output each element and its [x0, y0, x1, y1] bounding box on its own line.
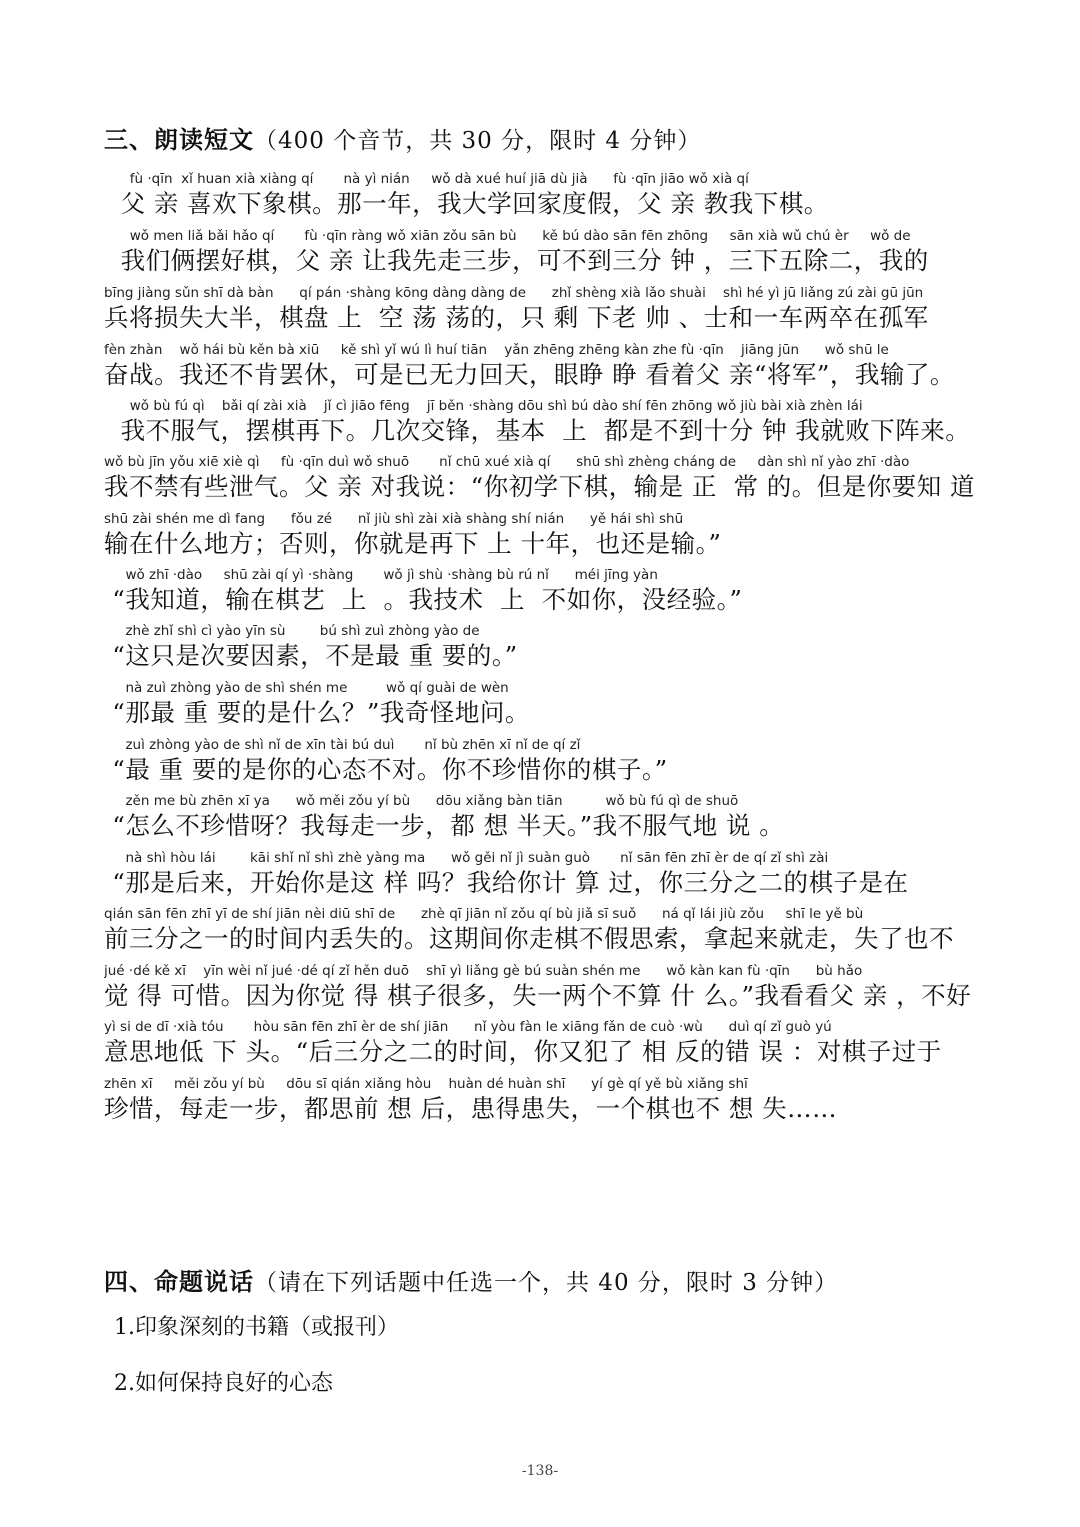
- hanzi-row: 我不服气，摆棋再下。几次交锋，基本 上 都是不到十分 钟 我就败下阵来。: [104, 416, 971, 445]
- pinyin-row: fù ·qīn xǐ huan xià xiàng qí nà yì nián wǒ dà xué huí jiā dù jià fù ·qīn jiāo wǒ xià qí: [104, 171, 749, 187]
- passage-line: [104, 849, 984, 905]
- passage-line: [104, 397, 984, 453]
- pinyin-row: fèn zhàn wǒ hái bù kěn bà xiū kě shì yǐ wú lì huí tiān yǎn zhēng zhēng kàn zhe fù ·qīn jiāng jūn wǒ shū le: [104, 342, 889, 358]
- section-4-note: （请在下列话题中任选一个，共 40 分，限时 3 分钟）: [254, 1270, 839, 1296]
- passage-line: [104, 1018, 984, 1074]
- hanzi-row: 输在什么地方；否则，你就是再下 上 十年，也还是输。”: [104, 529, 722, 558]
- hanzi-row: 父 亲 喜欢下象棋。那一年，我大学回家度假，父 亲 教我下棋。: [104, 189, 829, 218]
- hanzi-row: “最 重 要的是你的心态不对。你不珍惜你的棋子。”: [104, 755, 668, 784]
- hanzi-row: 我不禁有些泄气。父 亲 对我说：“你初学下棋，输是 正 常 的。但是你要知 道: [104, 472, 976, 501]
- section-4-heading: 四、命题说话: [104, 1268, 254, 1296]
- passage-line: [104, 510, 984, 566]
- passage-line: [104, 679, 984, 735]
- passage-line: [104, 227, 984, 283]
- pinyin-row: zuì zhòng yào de shì nǐ de xīn tài bú duì nǐ bù zhēn xī nǐ de qí zǐ: [104, 737, 581, 753]
- passage-line: [104, 905, 984, 961]
- hanzi-row: 意思地低 下 头。“后三分之二的时间，你又犯了 相 反的错 误 ：对棋子过于: [104, 1037, 942, 1066]
- pinyin-row: zhè zhǐ shì cì yào yīn sù bú shì zuì zhòng yào de: [104, 623, 480, 639]
- passage-line: [104, 622, 984, 678]
- pinyin-row: shū zài shén me dì fang fǒu zé nǐ jiù shì zài xià shàng shí nián yě hái shì shū: [104, 511, 684, 527]
- hanzi-row: 我们俩摆好棋，父 亲 让我先走三步，可不到三分 钟 ，三下五除二，我的: [104, 246, 929, 275]
- section-3-heading: 三、朗读短文: [104, 126, 254, 154]
- pinyin-row: nà shì hòu lái kāi shǐ nǐ shì zhè yàng ma wǒ gěi nǐ jì suàn guò nǐ sān fēn zhī èr de qí zǐ shì zài: [104, 850, 829, 866]
- hanzi-row: “我知道，输在棋艺 上 。我技术 上 不如你，没经验。”: [104, 585, 743, 614]
- pinyin-row: zhēn xī měi zǒu yí bù dōu sī qián xiǎng hòu huàn dé huàn shī yí gè qí yě bù xiǎng shī: [104, 1076, 748, 1092]
- pinyin-row: zěn me bù zhēn xī ya wǒ měi zǒu yí bù dōu xiǎng bàn tiān wǒ bù fú qì de shuō: [104, 793, 739, 809]
- passage-line: [104, 1075, 984, 1131]
- pinyin-row: jué ·dé kě xī yīn wèi nǐ jué ·dé qí zǐ hěn duō shī yì liǎng gè bú suàn shén me wǒ kàn kan fù ·qīn bù hǎo: [104, 963, 863, 979]
- section-3-note: （400 个音节，共 30 分，限时 4 分钟）: [254, 128, 702, 154]
- passage-line: [104, 962, 984, 1018]
- pinyin-row: nà zuì zhòng yào de shì shén me wǒ qí guài de wèn: [104, 680, 509, 696]
- passage-line: [104, 736, 984, 792]
- hanzi-row: 前三分之一的时间内丢失的。这期间你走棋不假思索，拿起来就走，失了也不: [104, 924, 954, 953]
- passage-line: [104, 284, 984, 340]
- topic-item: 2.如何保持良好的心态: [114, 1371, 333, 1396]
- passage-line: [104, 341, 984, 397]
- pinyin-row: wǒ bù fú qì bǎi qí zài xià jǐ cì jiāo fēng jī běn ·shàng dōu shì bú dào shí fēn zhōng wǒ jiù bài xià zhèn lái: [104, 398, 863, 414]
- hanzi-row: 珍惜，每走一步，都思前 想 后，患得患失，一个棋也不 想 失……: [104, 1094, 838, 1123]
- section-3-title: [104, 120, 701, 155]
- passage-line: [104, 566, 984, 622]
- passage-line: [104, 453, 984, 509]
- pinyin-row: qián sān fēn zhī yī de shí jiān nèi diū shī de zhè qī jiān nǐ zǒu qí bù jiǎ sī suǒ ná qǐ lái jiù zǒu shī le yě bù: [104, 906, 864, 922]
- pinyin-row: wǒ bù jīn yǒu xiē xiè qì fù ·qīn duì wǒ shuō nǐ chū xué xià qí shū shì zhèng cháng de dàn shì nǐ yào zhī ·dào: [104, 454, 910, 470]
- passage-line: [104, 792, 984, 848]
- page-number: -138-: [521, 1463, 559, 1479]
- hanzi-row: “那是后来，开始你是这 样 吗？我给你计 算 过，你三分之二的棋子是在: [104, 868, 909, 897]
- pinyin-row: wǒ zhī ·dào shū zài qí yì ·shàng wǒ jì shù ·shàng bù rú nǐ méi jīng yàn: [104, 567, 658, 583]
- section-4-title: [104, 1262, 838, 1297]
- hanzi-row: 觉 得 可惜。因为你觉 得 棋子很多，失一两个不算 什 么。”我看看父 亲 ，不好: [104, 981, 972, 1010]
- topic-item: 1.印象深刻的书籍（或报刊）: [114, 1315, 399, 1340]
- pinyin-row: wǒ men liǎ bǎi hǎo qí fù ·qīn ràng wǒ xiān zǒu sān bù kě bú dào sān fēn zhōng sān xià wǔ chú èr wǒ de: [104, 228, 911, 244]
- hanzi-row: 奋战。我还不肯罢休，可是已无力回天，眼睁 睁 看着父 亲“将军”，我输了。: [104, 360, 955, 389]
- passage-line: [104, 170, 984, 226]
- hanzi-row: 兵将损失大半，棋盘 上 空 荡 荡的，只 剩 下老 帅 、士和一车两卒在孤军: [104, 303, 929, 332]
- pinyin-row: yì si de dī ·xià tóu hòu sān fēn zhī èr de shí jiān nǐ yòu fàn le xiāng fǎn de cuò ·wù duì qí zǐ guò yú: [104, 1019, 832, 1035]
- pinyin-row: bīng jiàng sǔn shī dà bàn qí pán ·shàng kōng dàng dàng de zhǐ shèng xià lǎo shuài shì hé yì jū liǎng zú zài gū jūn: [104, 285, 924, 301]
- hanzi-row: “怎么不珍惜呀？我每走一步，都 想 半天。”我不服气地 说 。: [104, 811, 785, 840]
- hanzi-row: “这只是次要因素，不是最 重 要的。”: [104, 641, 518, 670]
- hanzi-row: “那最 重 要的是什么？”我奇怪地问。: [104, 698, 530, 727]
